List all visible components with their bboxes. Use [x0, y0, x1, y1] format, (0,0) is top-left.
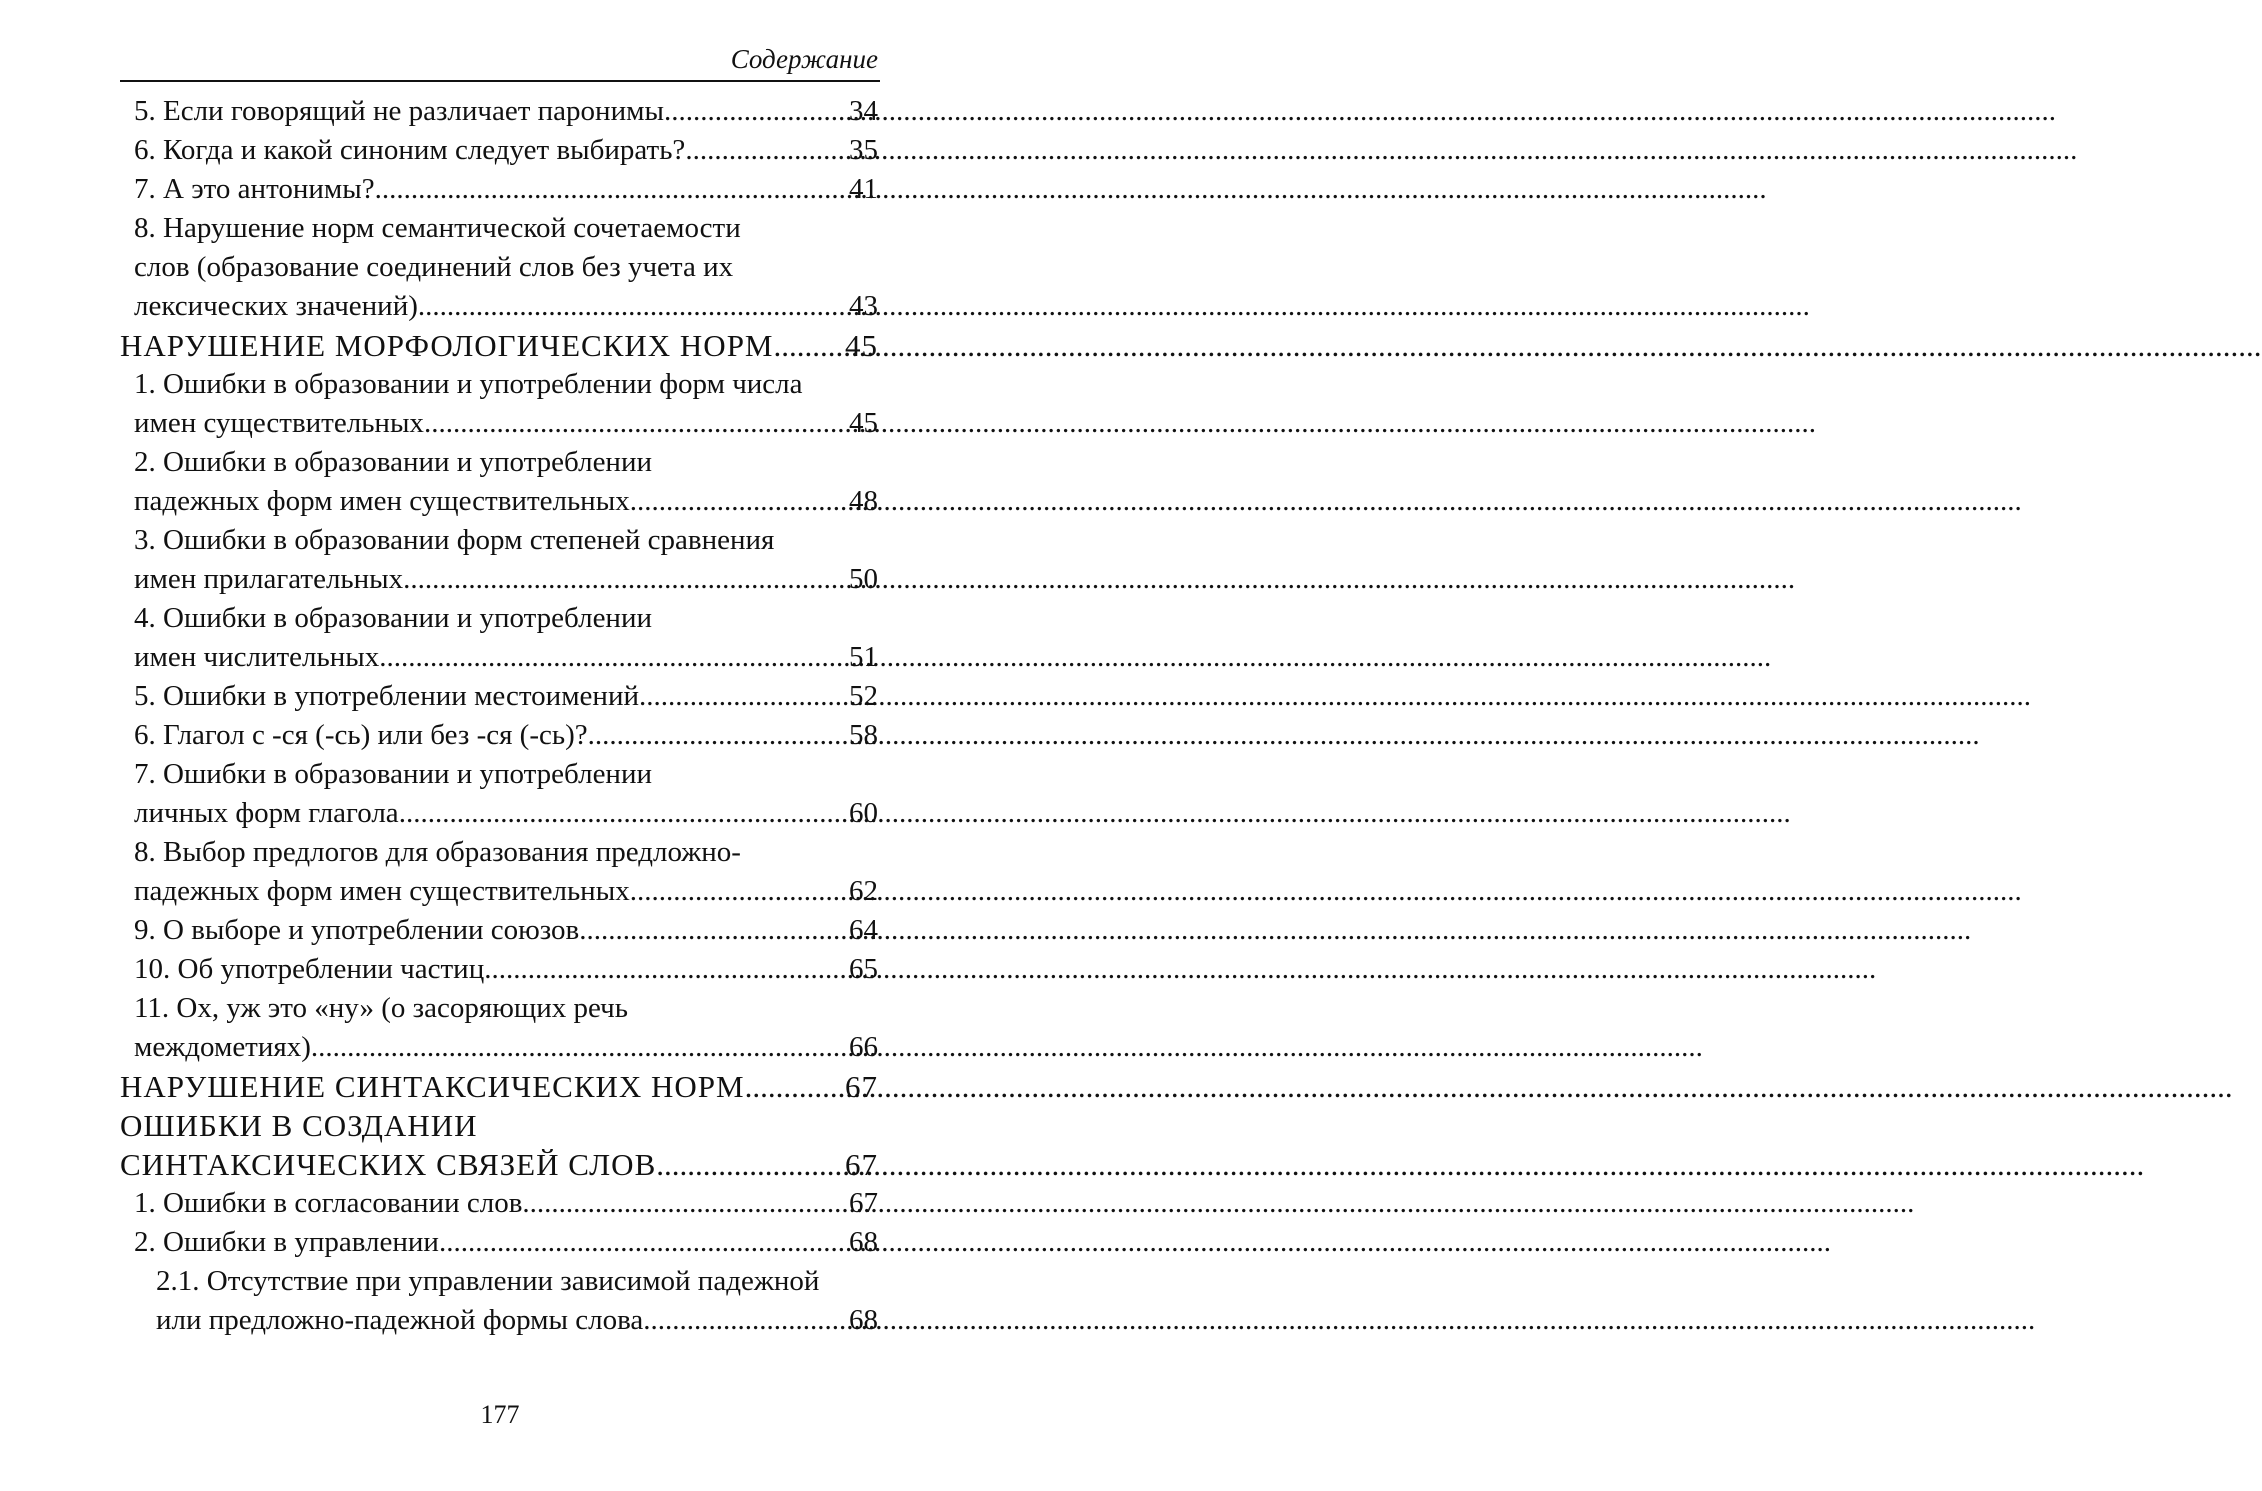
toc-entry-page: 64 — [849, 914, 878, 946]
toc-entry-title: 5. Если говорящий не различает паронимы — [134, 95, 664, 127]
toc-entry-title: 1. Ошибки в образовании и употреблении форм числа — [134, 368, 803, 400]
toc-entry — [120, 1262, 878, 1301]
toc-entry-page: 48 — [849, 485, 878, 517]
toc-entry — [120, 560, 878, 599]
toc-entry — [120, 1067, 878, 1106]
toc-entry-page: 67 — [845, 1069, 878, 1104]
toc-entry — [120, 482, 878, 521]
toc-entry — [120, 521, 878, 560]
toc-entry-title: 3. Ошибки в образовании форм степеней сравнения — [134, 524, 775, 556]
toc-entry-title: 7. Ошибки в образовании и употреблении — [134, 758, 652, 790]
toc-entry-title: СИНТАКСИЧЕСКИХ СВЯЗЕЙ СЛОВ — [120, 1147, 657, 1182]
toc-entry-title: 10. Об употреблении частиц — [134, 953, 485, 985]
running-header — [120, 38, 880, 82]
toc-entry — [120, 950, 878, 989]
toc-entry — [120, 1106, 878, 1145]
toc-entry-page: 52 — [849, 680, 878, 712]
toc-entry — [120, 404, 878, 443]
toc-entry — [120, 170, 878, 209]
toc-entry-title: или предложно-падежной формы слова — [156, 1304, 644, 1336]
toc-entry — [120, 872, 878, 911]
toc-entry — [120, 1184, 878, 1223]
toc-leader-dots — [774, 326, 844, 365]
header-rule — [120, 80, 880, 82]
toc-entry-title: падежных форм имен существительных — [134, 875, 630, 907]
toc-leader-dots — [439, 1223, 847, 1262]
toc-entry-page: 45 — [849, 407, 878, 439]
toc-entry — [120, 248, 878, 287]
toc-entry-page: 65 — [849, 953, 878, 985]
toc-entry — [120, 1028, 878, 1067]
toc-entry-title: личных форм глагола — [134, 797, 399, 829]
toc-entry — [120, 638, 878, 677]
toc-entry-page: 60 — [849, 797, 878, 829]
toc-entry — [120, 326, 878, 365]
toc-leader-dots — [639, 677, 847, 716]
toc-leader-dots — [379, 638, 847, 677]
toc-entry-title: имен существительных — [134, 407, 424, 439]
toc-entry — [120, 443, 878, 482]
toc-entry-page: 67 — [849, 1187, 878, 1219]
header-title: Содержание — [730, 44, 878, 74]
toc-entry-page: 51 — [849, 641, 878, 673]
toc-entry — [120, 92, 878, 131]
toc-entry-title: 2. Ошибки в управлении — [134, 1226, 439, 1258]
toc-entry-title: 11. Ох, уж это «ну» (о засоряющих речь — [134, 992, 628, 1024]
toc-entry — [120, 209, 878, 248]
toc-entry-title: имен прилагательных — [134, 563, 404, 595]
toc-entry — [120, 1301, 878, 1340]
toc-entry-page: 45 — [845, 328, 878, 363]
toc-entry-title: 6. Когда и какой синоним следует выбирать? — [134, 134, 686, 166]
toc-entry — [120, 755, 878, 794]
toc-entry-title: слов (образование соединений слов без учета их — [134, 251, 734, 283]
toc-entry-page: 68 — [849, 1226, 878, 1258]
toc-leader-dots — [745, 1067, 843, 1106]
toc-entry-page: 58 — [849, 719, 878, 751]
page-number: 177 — [480, 1400, 520, 1429]
toc-entry-title: 9. О выборе и употреблении союзов — [134, 914, 580, 946]
toc-leader-dots — [403, 560, 847, 599]
toc-entry-title: 8. Выбор предлогов для образования предложно- — [134, 836, 741, 868]
toc-leader-dots — [656, 1145, 843, 1184]
toc-leader-dots — [484, 950, 847, 989]
toc-entry-title: 7. А это антонимы? — [134, 173, 375, 205]
toc-entry-title: 4. Ошибки в образовании и употреблении — [134, 602, 652, 634]
toc-entry-title: НАРУШЕНИЕ МОРФОЛОГИЧЕСКИХ НОРМ — [120, 328, 774, 363]
toc-leader-dots — [522, 1184, 847, 1223]
toc-entry-page: 66 — [849, 1031, 878, 1063]
toc-entry-page: 67 — [845, 1147, 878, 1182]
toc-entry-page: 43 — [849, 290, 878, 322]
toc-entry — [120, 677, 878, 716]
toc-leader-dots — [664, 92, 847, 131]
toc-entry-title: 2. Ошибки в образовании и употреблении — [134, 446, 652, 478]
toc-entry — [120, 911, 878, 950]
toc-entry — [120, 1223, 878, 1262]
toc-entry — [120, 131, 878, 170]
toc-entry-page: 41 — [849, 173, 878, 205]
toc-entry — [120, 599, 878, 638]
toc-entry — [120, 716, 878, 755]
toc-entry-title: 5. Ошибки в употреблении местоимений — [134, 680, 639, 712]
toc-leader-dots — [399, 794, 847, 833]
toc-entry — [120, 989, 878, 1028]
toc-entry-title: 2.1. Отсутствие при управлении зависимой падежной — [156, 1265, 820, 1297]
toc-entry-page: 68 — [849, 1304, 878, 1336]
toc-leader-dots — [588, 716, 847, 755]
toc-entry-title: НАРУШЕНИЕ СИНТАКСИЧЕСКИХ НОРМ — [120, 1069, 745, 1104]
toc-entry-title: ОШИБКИ В СОЗДАНИИ — [120, 1108, 478, 1143]
toc-leader-dots — [418, 287, 847, 326]
toc-entry-title: лексических значений) — [134, 290, 418, 322]
toc-entry — [120, 365, 878, 404]
toc-leader-dots — [630, 872, 847, 911]
toc-entry-title: 1. Ошибки в согласовании слов — [134, 1187, 523, 1219]
toc-leader-dots — [311, 1028, 847, 1067]
toc-leader-dots — [424, 404, 847, 443]
toc-leader-dots — [630, 482, 847, 521]
toc-entry-title: 6. Глагол с -ся (-сь) или без -ся (-сь)? — [134, 719, 588, 751]
table-of-contents — [120, 92, 878, 1340]
toc-entry-title: междометиях) — [134, 1031, 311, 1063]
toc-leader-dots — [375, 170, 847, 209]
toc-entry — [120, 287, 878, 326]
toc-entry-page: 62 — [849, 875, 878, 907]
toc-entry-page: 34 — [849, 95, 878, 127]
toc-entry — [120, 833, 878, 872]
toc-entry-page: 35 — [849, 134, 878, 166]
toc-entry-title: имен числительных — [134, 641, 380, 673]
toc-leader-dots — [579, 911, 847, 950]
toc-entry-title: падежных форм имен существительных — [134, 485, 630, 517]
toc-entry-page: 50 — [849, 563, 878, 595]
toc-entry — [120, 1145, 878, 1184]
toc-leader-dots — [643, 1301, 847, 1340]
toc-leader-dots — [685, 131, 847, 170]
toc-entry — [120, 794, 878, 833]
toc-entry-title: 8. Нарушение норм семантической сочетаемости — [134, 212, 741, 244]
